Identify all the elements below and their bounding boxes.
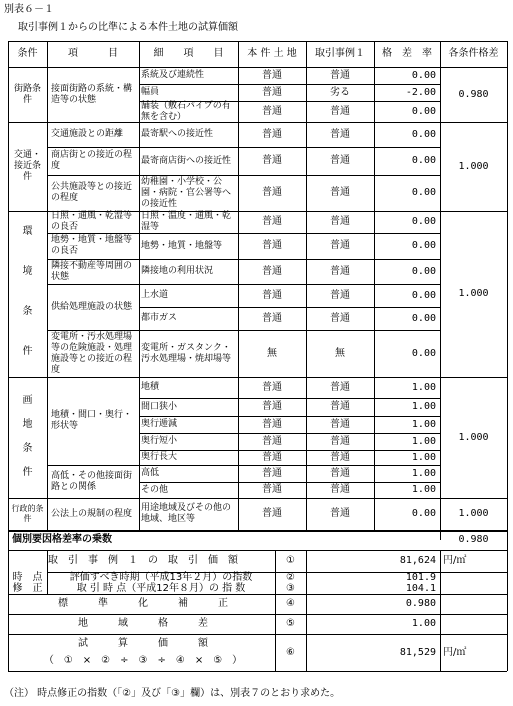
item-shopping: 商店街との接近の程度 (51, 150, 133, 171)
summary-r6-value: 81,529 (399, 646, 436, 658)
row-diff: 0.00 (411, 187, 436, 198)
row-detail: 奥行短小 (141, 436, 178, 446)
group-env-1: 環 (22, 226, 33, 237)
row-detail: 幼稚園・小学校・公園・病院・官公署等への接近性 (141, 176, 232, 209)
row-diff: 1.00 (411, 418, 436, 430)
summary-r5-label: 地 域 格 差 (78, 618, 208, 629)
row-detail: 都市ガス (141, 313, 178, 323)
row-subject: 普通 (262, 289, 282, 301)
row-diff: 0.00 (411, 265, 436, 277)
row-diff: 0.00 (411, 312, 436, 324)
row-subject: 普通 (262, 69, 282, 81)
header-subject: 本 件 土 地 (247, 48, 297, 59)
row-diff: 0.00 (411, 69, 436, 81)
summary-r1-value: 81,624 (399, 555, 436, 566)
group-street: 街路条件 (13, 83, 41, 105)
summary-r3-value: 104.1 (405, 582, 436, 594)
group-env-2: 境 (22, 266, 33, 277)
total-admin: 1.000 (458, 508, 489, 519)
row-detail: 最寄駅への接近性 (141, 129, 214, 139)
row-case: 普通 (330, 216, 350, 227)
row-subject: 無 (267, 347, 277, 359)
header-total: 各条件格差 (448, 48, 499, 59)
row-detail: 日照・温度・通風・乾湿等 (141, 211, 232, 232)
row-detail: 間口狭小 (141, 401, 178, 412)
header-detail: 細 項 目 (153, 48, 224, 59)
row-case: 普通 (330, 381, 350, 393)
item-lot: 地積・間口・奥行・形状等 (51, 410, 133, 431)
row-subject: 普通 (262, 86, 282, 98)
row-case: 普通 (330, 240, 350, 251)
row-diff: 1.00 (411, 451, 436, 463)
row-subject: 普通 (262, 451, 282, 463)
group-env-3: 条 (22, 306, 33, 317)
row-diff: 1.00 (411, 467, 436, 479)
footnote: （注） 時点修正の指数（「②」及び「③」欄）は、別表７のとおり求めた。 (4, 688, 341, 699)
row-detail: 地積 (141, 382, 160, 392)
item-hazard: 変電所・汚水処理場等の危険施設・処理施設等との接近の程度 (51, 331, 133, 375)
row-detail: 奥行長大 (141, 452, 178, 462)
row-detail: 奥行逓減 (141, 419, 178, 429)
header-diff: 格 差 率 (382, 48, 432, 59)
row-subject: 普通 (262, 240, 282, 251)
total-street: 0.980 (458, 88, 489, 100)
row-subject: 普通 (262, 216, 282, 227)
summary-r4-no: ④ (286, 598, 295, 609)
summary-r1-no: ① (286, 555, 295, 566)
group-lot-3: 条 (22, 443, 33, 454)
doc-label: 別表６－１ (4, 4, 54, 15)
summary-r6-no: ⑥ (286, 646, 295, 658)
row-subject: 普通 (262, 312, 282, 324)
group-lot-1: 画 (22, 395, 33, 406)
row-case: 普通 (330, 105, 350, 117)
summary-r6-unit: 円/㎡ (443, 646, 467, 658)
doc-title: 取引事例１からの比準による本件土地の試算価額 (18, 22, 238, 33)
group-access: 交通・接近条件 (13, 150, 41, 182)
row-subject: 普通 (262, 508, 282, 519)
header-condition: 条件 (17, 48, 38, 59)
row-case: 無 (335, 347, 345, 359)
item-regulation: 公法上の規制の程度 (51, 508, 133, 519)
total-environment: 1.000 (458, 288, 489, 299)
summary-r4-value: 0.980 (405, 598, 436, 609)
summary-r2-value: 101.9 (405, 571, 436, 583)
row-subject: 普通 (262, 155, 282, 166)
row-diff: 0.00 (411, 216, 436, 227)
group-env-4: 件 (22, 346, 33, 357)
row-subject: 普通 (262, 381, 282, 393)
group-lot-2: 地 (22, 419, 33, 430)
header-case: 取引事例１ (315, 48, 365, 59)
row-subject: 普通 (262, 187, 282, 198)
row-detail: 地勢・地質・地盤等 (141, 240, 223, 251)
row-subject: 普通 (262, 265, 282, 277)
row-detail: その他 (141, 484, 169, 495)
row-diff: 1.00 (411, 484, 436, 495)
row-diff: 0.00 (411, 240, 436, 251)
row-diff: 0.00 (411, 128, 436, 140)
item-terrain: 地勢・地質・地盤等の良否 (51, 235, 133, 256)
time-adjust-label-1: 時 点 (12, 571, 43, 583)
row-diff: 0.00 (411, 105, 436, 117)
row-case: 普通 (330, 467, 350, 479)
item-sunlight: 日照・通風・乾湿等の良否 (51, 211, 133, 232)
row-detail: 最寄商店街への接近性 (141, 155, 232, 166)
row-case: 普通 (330, 401, 350, 412)
row-case: 普通 (330, 312, 350, 324)
row-case: 普通 (330, 69, 350, 81)
header-item: 項 目 (68, 48, 118, 59)
total-access: 1.000 (458, 160, 489, 172)
row-detail: 変電所・ガスタンク・汚水処理場・焼却場等 (141, 342, 232, 364)
row-case: 普通 (330, 418, 350, 430)
row-detail: 隣接地の利用状況 (141, 266, 214, 276)
row-case: 普通 (330, 187, 350, 198)
row-diff: 1.00 (411, 401, 436, 412)
group-lot-4: 件 (22, 467, 33, 478)
summary-r4-label: 標 準 化 補 正 (58, 598, 228, 609)
summary-r3-label: 取 引 時 点（平成12年８月）の 指 数 (76, 582, 246, 594)
row-detail: 系統及び連続性 (141, 70, 205, 80)
row-diff: 0.00 (411, 347, 436, 359)
product-label: 個別要因格差率の乗数 (12, 534, 112, 545)
row-case: 普通 (330, 128, 350, 140)
row-case: 普通 (330, 289, 350, 301)
row-case: 普通 (330, 484, 350, 495)
item-street: 接面街路の系統・構造等の状態 (51, 83, 133, 105)
summary-r3-no: ③ (286, 582, 295, 594)
row-case: 普通 (330, 155, 350, 166)
row-subject: 普通 (262, 105, 282, 117)
item-height: 高低・その他接面街路との関係 (51, 470, 133, 492)
row-diff: -2.00 (405, 86, 436, 98)
summary-r6-label: 試 算 価 額 (78, 637, 208, 649)
summary-r2-label: 評価すべき時期（平成13年２月）の指数 (69, 571, 253, 583)
item-transport: 交通施設との距離 (51, 129, 124, 139)
row-detail: 上水道 (141, 290, 169, 300)
summary-r5-no: ⑤ (286, 618, 295, 629)
row-subject: 普通 (262, 418, 282, 430)
row-subject: 普通 (262, 128, 282, 140)
row-case: 普通 (330, 508, 350, 519)
item-public: 公共施設等との接近の程度 (51, 182, 133, 203)
product-value: 0.980 (458, 534, 489, 545)
row-case: 普通 (330, 265, 350, 277)
row-case: 普通 (330, 435, 350, 447)
row-subject: 普通 (262, 435, 282, 447)
row-subject: 普通 (262, 401, 282, 412)
row-case: 普通 (330, 451, 350, 463)
row-diff: 0.00 (411, 508, 436, 519)
row-subject: 普通 (262, 467, 282, 479)
summary-r1-unit: 円/㎡ (443, 555, 467, 566)
row-diff: 1.00 (411, 435, 436, 447)
row-detail: 高低 (141, 468, 160, 478)
summary-r6-formula: （ ① × ② ÷ ③ ÷ ④ × ⑤ ） (43, 654, 243, 666)
row-diff: 0.00 (411, 289, 436, 301)
summary-r1-label: 取 引 事 例 １ の 取 引 価 額 (48, 555, 238, 566)
row-detail: 幅員 (141, 87, 160, 97)
total-lot: 1.000 (458, 431, 489, 443)
item-utilities: 供給処理施設の状態 (51, 301, 133, 312)
summary-r2-no: ② (286, 571, 295, 583)
time-adjust-label-2: 修 正 (12, 582, 43, 594)
row-detail: 用途地域及びその他の地域、地区等 (141, 503, 232, 524)
summary-r5-value: 1.00 (411, 618, 436, 629)
row-detail: 舗装（敷石パイプの有無を含む） (141, 100, 231, 122)
row-diff: 1.00 (411, 381, 436, 393)
item-neighbors: 隣接不動産等周囲の状態 (51, 260, 133, 282)
row-subject: 普通 (262, 484, 282, 495)
row-diff: 0.00 (411, 155, 436, 166)
row-case: 劣る (330, 86, 350, 98)
group-admin: 行政的条件 (11, 504, 44, 523)
